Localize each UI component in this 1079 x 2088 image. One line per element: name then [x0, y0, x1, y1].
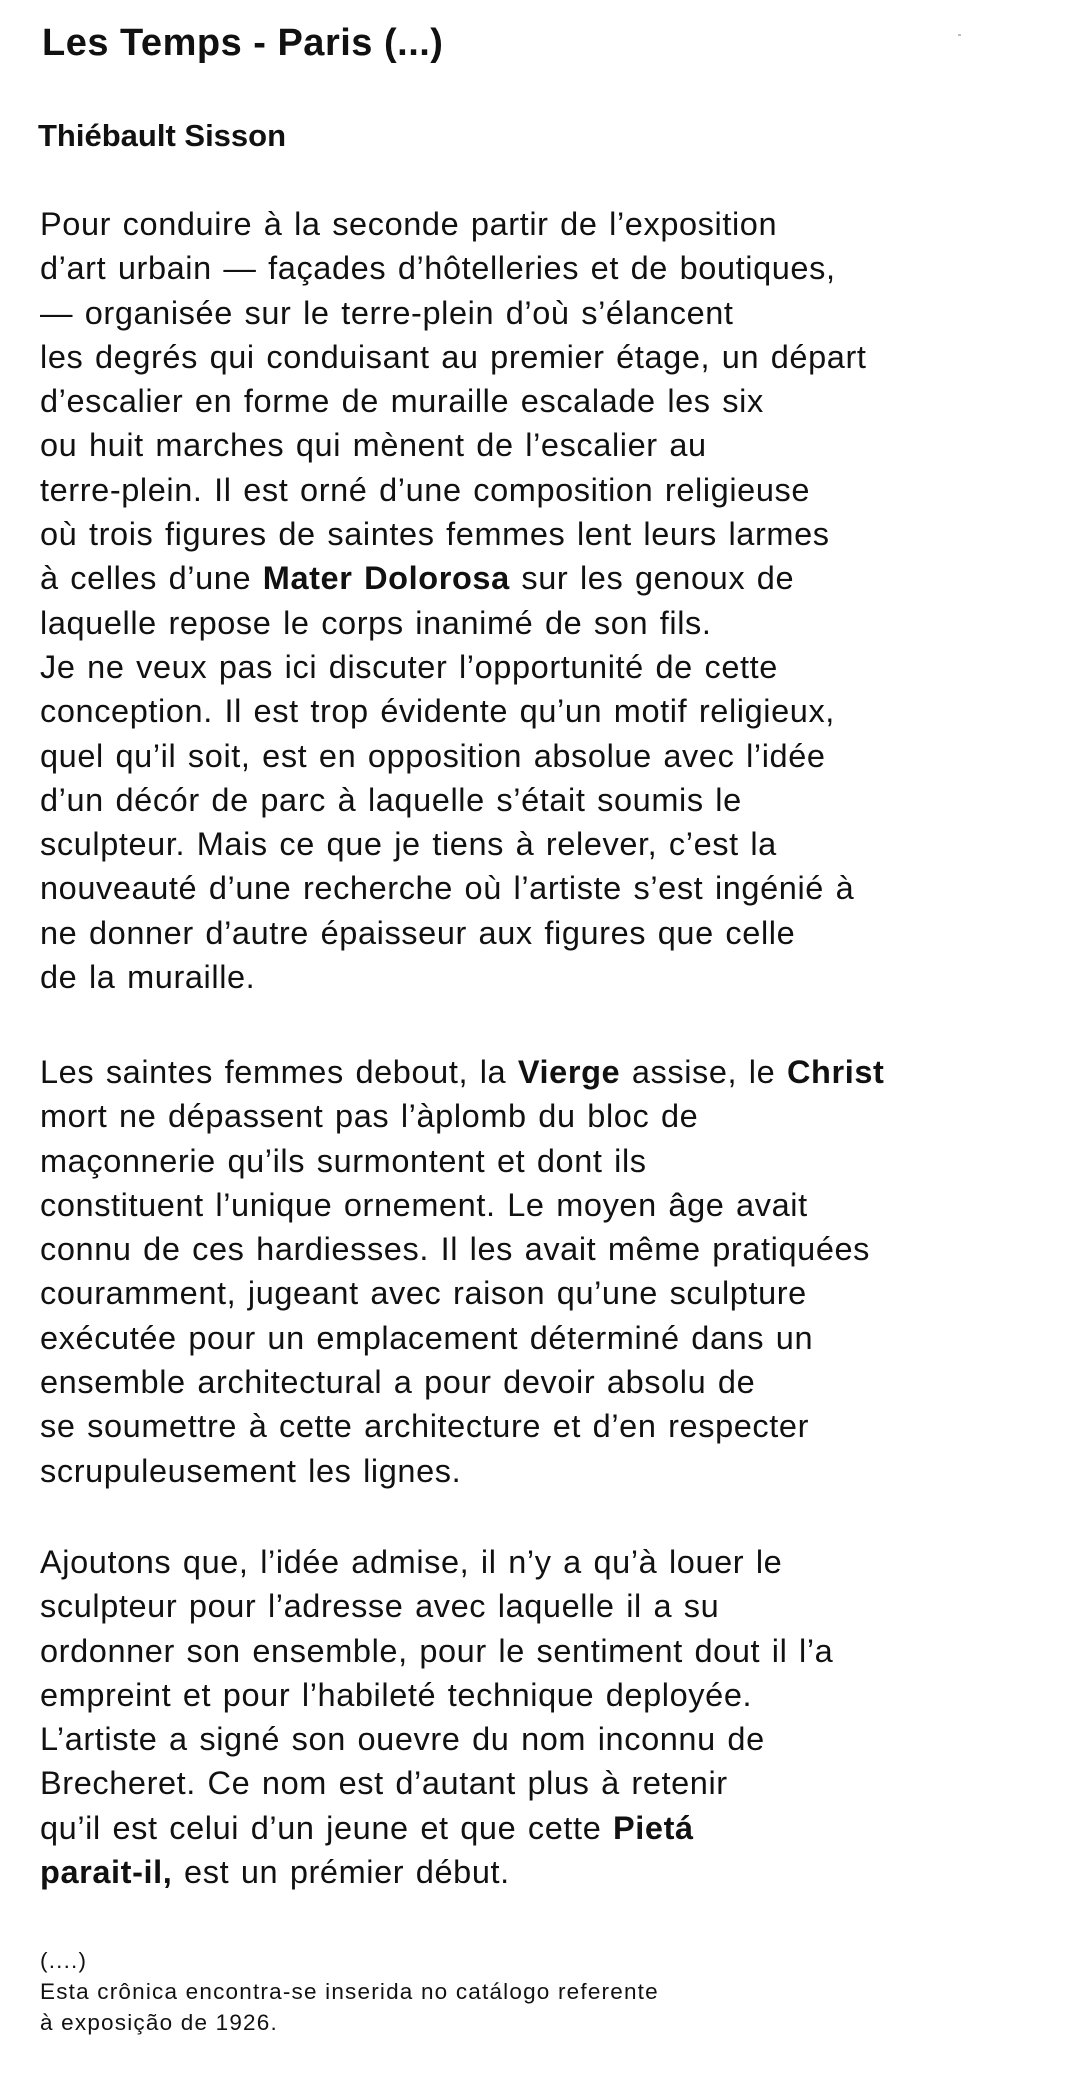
text-segment: d’art urbain — façades d’hôtelleries et de boutiques,: [40, 250, 836, 287]
text-line: [40, 1183, 884, 1227]
text-segment: constituent l’unique ornement. Le moyen âge avait: [40, 1186, 808, 1223]
footnote-line: Esta crônica encontra-se inserida no catálogo referente: [40, 1979, 659, 2004]
text-segment: maçonnerie qu’ils surmontent et dont ils: [40, 1142, 647, 1179]
text-segment: Les saintes femmes debout, la: [40, 1054, 518, 1090]
text-segment: assise, le: [620, 1054, 787, 1090]
text-line: [40, 911, 867, 955]
text-segment: Pour conduire à la seconde partir de l’exposition: [40, 206, 778, 242]
text-line: [40, 734, 867, 778]
text-segment: scrupuleusement les lignes.: [40, 1452, 462, 1489]
emphasis-text: Mater Dolorosa: [262, 560, 510, 597]
text-segment: ne donner d’autre épaisseur aux figures que celle: [40, 914, 796, 951]
emphasis-text: Vierge: [517, 1054, 621, 1090]
text-line: [40, 1449, 884, 1493]
text-line: [40, 1540, 833, 1584]
text-segment: connu de ces hardiesses. Il les avait même pratiquées: [40, 1231, 871, 1268]
text-line: [40, 291, 867, 335]
text-line: [40, 1360, 884, 1404]
text-line: [40, 1850, 833, 1894]
emphasis-text: parait-il,: [40, 1854, 173, 1891]
text-segment: exécutée pour un emplacement déterminé dans un: [40, 1319, 814, 1356]
text-segment: Je ne veux pas ici discuter l’opportunité de cette: [40, 648, 778, 685]
text-segment: ou huit marches qui mènent de l’escalier au: [40, 427, 707, 464]
text-segment: sculpteur. Mais ce que je tiens à relever, c’est la: [40, 826, 777, 863]
text-segment: sculpteur pour l’adresse avec laquelle il a su: [40, 1588, 720, 1625]
footnote-line: à exposição de 1926.: [40, 2010, 278, 2035]
text-line: [40, 379, 867, 423]
text-line: [40, 1761, 833, 1805]
text-line: [40, 423, 867, 467]
footnote: [40, 1945, 659, 2038]
article-paragraph: [40, 1050, 884, 1493]
text-segment: qu’il est celui d’un jeune et que cette: [40, 1809, 613, 1846]
article-paragraph: [40, 1540, 833, 1894]
article-author: Thiébault Sisson: [38, 118, 287, 153]
text-segment: laquelle repose le corps inanimé de son fils.: [40, 604, 712, 641]
text-segment: à celles d’une: [40, 560, 263, 597]
text-segment: ensemble architectural a pour devoir absolu de: [40, 1364, 756, 1401]
footnote-ellipsis: (....): [40, 1948, 88, 1973]
text-line: [40, 468, 867, 512]
text-segment: Ajoutons que, l’idée admise, il n’y a qu’à louer le: [40, 1544, 783, 1580]
text-line: [40, 1404, 884, 1448]
text-segment: Brecheret. Ce nom est d’autant plus à retenir: [40, 1765, 728, 1802]
text-line: [40, 335, 867, 379]
text-line: [40, 512, 867, 556]
text-segment: L’artiste a signé son ouevre du nom inconnu de: [40, 1721, 765, 1758]
text-segment: mort ne dépassent pas l’àplomb du bloc de: [40, 1098, 699, 1135]
text-segment: d’escalier en forme de muraille escalade les six: [40, 383, 764, 420]
text-line: [40, 202, 867, 246]
text-line: [40, 955, 867, 999]
text-segment: quel qu’il soit, est en opposition absolue avec l’idée: [40, 737, 826, 774]
emphasis-text: Christ: [786, 1054, 885, 1090]
text-line: [40, 689, 867, 733]
text-line: [40, 1806, 833, 1850]
article-title: Les Temps - Paris (...): [42, 22, 444, 64]
text-segment: ordonner son ensemble, pour le sentiment dout il l’a: [40, 1632, 834, 1669]
text-segment: — organisée sur le terre-plein d’où s’élancent: [40, 294, 734, 331]
text-segment: d’un décór de parc à laquelle s’était soumis le: [40, 781, 742, 818]
text-segment: où trois figures de saintes femmes lent leurs larmes: [40, 516, 830, 553]
text-segment: couramment, jugeant avec raison qu’une sculpture: [40, 1275, 807, 1312]
text-line: [40, 601, 867, 645]
text-line: [40, 778, 867, 822]
text-line: [40, 1227, 884, 1271]
text-line: [40, 556, 867, 600]
text-line: [40, 1584, 833, 1628]
text-line: [40, 246, 867, 290]
text-line: [40, 1139, 884, 1183]
text-line: [40, 1629, 833, 1673]
text-segment: terre-plein. Il est orné d’une composition religieuse: [40, 471, 811, 508]
text-line: [40, 1316, 884, 1360]
text-line: [40, 1094, 884, 1138]
text-line: [40, 1050, 884, 1094]
scan-speck: [958, 34, 961, 36]
text-segment: est un prémier début.: [172, 1854, 510, 1891]
text-segment: se soumettre à cette architecture et d’en respecter: [40, 1408, 809, 1445]
text-line: [40, 866, 867, 910]
text-segment: conception. Il est trop évidente qu’un motif religieux,: [40, 693, 835, 730]
text-segment: nouveauté d’une recherche où l’artiste s’est ingénié à: [40, 870, 855, 907]
article-paragraph: [40, 202, 867, 999]
text-line: [40, 645, 867, 689]
text-line: [40, 1717, 833, 1761]
text-segment: les degrés qui conduisant au premier étage, un départ: [40, 338, 867, 375]
text-segment: empreint et pour l’habileté technique deployée.: [40, 1676, 753, 1713]
text-line: [40, 1271, 884, 1315]
text-line: [40, 822, 867, 866]
emphasis-text: Pietá: [613, 1809, 694, 1846]
text-segment: sur les genoux de: [509, 560, 795, 597]
text-segment: de la muraille.: [40, 959, 256, 996]
text-line: [40, 1673, 833, 1717]
